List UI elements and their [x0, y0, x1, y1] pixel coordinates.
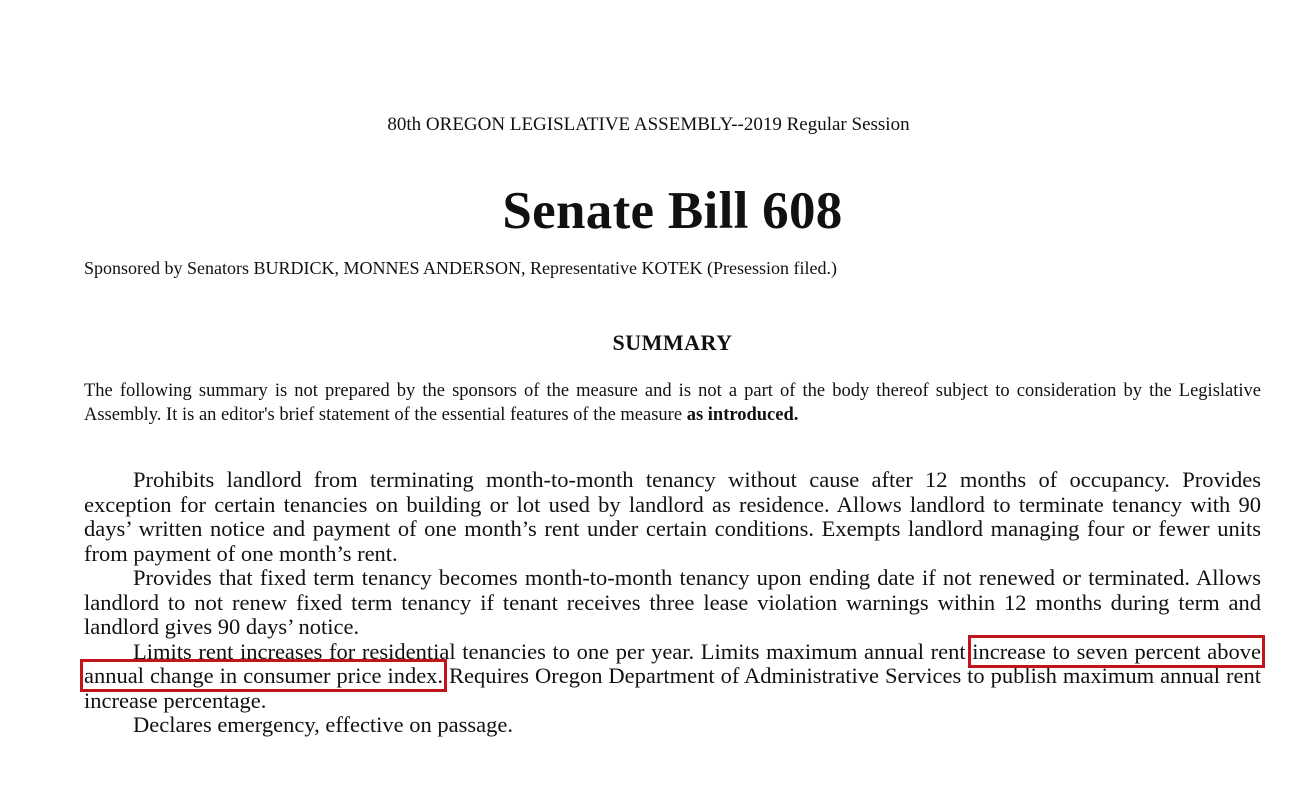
summary-digest — [84, 468, 1261, 738]
session-line: 80th OREGON LEGISLATIVE ASSEMBLY--2019 Regular Session — [387, 114, 910, 135]
disclaimer-bold: as introduced. — [686, 405, 799, 425]
digest-paragraph: Prohibits landlord from terminating month-to-month tenancy without cause after 12 months of occupancy. Provides exception for certain tenancies on building or lot used by landlord as residence. Allows landlord to terminate tenancy with 90 days’ written notice and payment of one month’s rent under certain conditions. Exempts landlord managing four or fewer units from payment of one month’s rent. — [84, 467, 1261, 566]
digest-paragraph — [84, 640, 1261, 714]
bill-title: Senate Bill 608 — [502, 182, 843, 240]
summary-disclaimer — [84, 379, 1261, 427]
summary-heading: SUMMARY — [612, 330, 733, 355]
highlighted-clause: increase to seven percent above annual change in consumer price index. — [84, 638, 1262, 688]
rent-limit-text: Limits rent increases for residential tenancies to one per year. Limits maximum annual rent — [133, 638, 966, 664]
disclaimer-text: The following summary is not prepared by the sponsors of the measure and is not a part of the body thereof subject to consideration by the Legislative Assembly. It is an editor's brief statement of the essential features of the measure — [84, 381, 1261, 425]
digest-paragraph: Declares emergency, effective on passage. — [133, 712, 514, 737]
rent-limit-text-end: Requires Oregon Department of Administrative Services to publish maximum annual rent increase percentage. — [84, 663, 1261, 713]
sponsors-line: Sponsored by Senators BURDICK, MONNES ANDERSON, Representative KOTEK (Presession filed.) — [84, 258, 837, 278]
digest-paragraph: Provides that fixed term tenancy becomes month-to-month tenancy upon ending date if not renewed or terminated. Allows landlord to not renew fixed term tenancy if tenant receives three lease violation warnings within 12 months during term and landlord gives 90 days’ notice. — [84, 565, 1261, 639]
